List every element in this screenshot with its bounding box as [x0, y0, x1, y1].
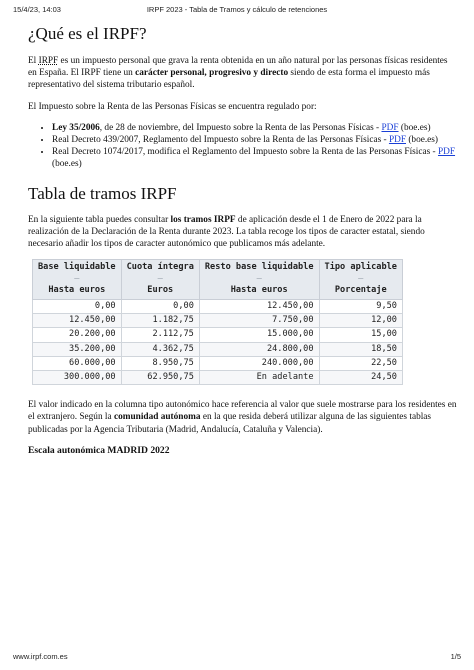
header-top: Cuota íntegra: [126, 262, 194, 273]
madrid-scale-heading: Escala autonómica MADRID 2022: [28, 444, 170, 456]
table-row: [33, 328, 403, 342]
law-item: [52, 146, 458, 170]
column-header: [33, 260, 122, 300]
bold-phrase: carácter personal, progresivo y directo: [135, 68, 289, 79]
law-text: Real Decreto 439/2007, Reglamento del Impuesto sobre la Renta de las Personas Físicas -: [52, 134, 389, 145]
header-separator: –: [256, 273, 262, 284]
table-cell: 15,00: [319, 328, 402, 342]
regional-note-paragraph: [28, 399, 458, 436]
law-source: (boe.es): [406, 134, 439, 145]
table-cell: 62.950,75: [121, 370, 199, 384]
document-body: [28, 24, 458, 456]
table-cell: 20.200,00: [33, 328, 122, 342]
bold-phrase: los tramos IRPF: [170, 214, 236, 225]
table-row: [33, 356, 403, 370]
column-header: [319, 260, 402, 300]
section-title-que-es-irpf: ¿Qué es el IRPF?: [28, 24, 147, 43]
irpf-abbreviation: IRPF: [38, 56, 59, 66]
print-page-title: IRPF 2023 - Tabla de Tramos y cálculo de retenciones: [146, 5, 328, 14]
table-cell: 24,50: [319, 370, 402, 384]
pdf-link[interactable]: PDF: [388, 134, 406, 145]
text-run: El valor indicado en la columna tipo autonómico hace referencia al valor que suele mostrarse para los residentes en el extranjero. Según la: [28, 400, 457, 423]
header-top: Base liquidable: [38, 262, 116, 273]
table-cell: 0,00: [121, 299, 199, 313]
header-bottom: Euros: [147, 285, 174, 296]
bold-phrase: comunidad autónoma: [113, 412, 201, 423]
intro-paragraph: [28, 55, 458, 92]
header-top: Resto base liquidable: [204, 262, 314, 273]
column-header: [199, 260, 319, 300]
table-intro-paragraph: [28, 214, 458, 251]
law-source: (boe.es): [398, 122, 431, 133]
header-top: Tipo aplicable: [324, 262, 397, 273]
law-name: Ley 35/2006: [52, 122, 100, 133]
header-bottom: Porcentaje: [334, 285, 387, 296]
law-text: , de 28 de noviembre, del Impuesto sobre la Renta de las Personas Físicas -: [99, 122, 382, 133]
law-list: [28, 122, 458, 170]
header-separator: –: [358, 273, 364, 284]
text-run: El: [28, 56, 39, 66]
text-run: En la siguiente tabla puedes consultar: [28, 214, 171, 225]
column-header: [121, 260, 199, 300]
table-cell: 8.950,75: [121, 356, 199, 370]
footer-page-number: 1/5: [450, 652, 461, 661]
table-row: [33, 314, 403, 328]
print-footer: [0, 652, 474, 662]
irpf-brackets-table: [32, 259, 403, 385]
table-cell: 1.182,75: [121, 314, 199, 328]
table-cell: 12,00: [319, 314, 402, 328]
section-title-tabla-tramos: Tabla de tramos IRPF: [28, 183, 177, 203]
table-cell: 9,50: [319, 299, 402, 313]
header-separator: –: [74, 273, 80, 284]
table-cell: 12.450,00: [33, 314, 122, 328]
table-cell: 24.800,00: [199, 342, 319, 356]
table-cell: 7.750,00: [199, 314, 319, 328]
table-cell: 60.000,00: [33, 356, 122, 370]
text-run: en la que resida deberá utilizar alguna de las siguientes tablas publicadas por la Agencia Tributaria (Madrid, Andalucía, Cataluña y Valencia).: [28, 412, 432, 435]
pdf-link[interactable]: PDF: [437, 146, 456, 157]
text-run: siendo de esta forma el impuesto más representativo del sistema tributario español.: [28, 68, 430, 91]
table-cell: 4.362,75: [121, 342, 199, 356]
footer-url: www.irpf.com.es: [13, 652, 68, 661]
law-source: (boe.es): [52, 158, 82, 169]
pdf-link[interactable]: PDF: [381, 122, 399, 133]
table-cell: 18,50: [319, 342, 402, 356]
text-run: es un impuesto personal que grava la renta obtenida en un año natural por las personas físicas residentes en España. El IRPF tiene un: [28, 56, 448, 79]
table-cell: 240.000,00: [199, 356, 319, 370]
table-cell: 22,50: [319, 356, 402, 370]
table-row: [33, 299, 403, 313]
header-separator: –: [157, 273, 163, 284]
law-item: [52, 134, 458, 146]
header-bottom: Hasta euros: [48, 285, 106, 296]
header-bottom: Hasta euros: [230, 285, 288, 296]
text-run: de aplicación desde el 1 de Enero de 2022 para la realización de la Declaración de la Renta durante 2023. La tabla recoge los tipos de caracter estatal, siendo necesario añadir los tipos de caracter autonómico que publicamos más adelante.: [28, 214, 425, 250]
law-text: Real Decreto 1074/2017, modifica el Reglamento del Impuesto sobre la Renta de las Personas Físicas -: [52, 146, 438, 157]
print-datetime: 15/4/23, 14:03: [13, 5, 61, 14]
regulation-intro: El Impuesto sobre la Renta de las Personas Físicas se encuentra regulado por:: [28, 101, 317, 112]
table-cell: 12.450,00: [199, 299, 319, 313]
table-cell: En adelante: [199, 370, 319, 384]
table-header-row: [33, 260, 403, 300]
table-cell: 2.112,75: [121, 328, 199, 342]
table-row: [33, 370, 403, 384]
table-cell: 0,00: [33, 299, 122, 313]
table-cell: 35.200,00: [33, 342, 122, 356]
law-item: [52, 122, 458, 134]
table-row: [33, 342, 403, 356]
print-header: [0, 5, 474, 15]
table-cell: 300.000,00: [33, 370, 122, 384]
table-cell: 15.000,00: [199, 328, 319, 342]
